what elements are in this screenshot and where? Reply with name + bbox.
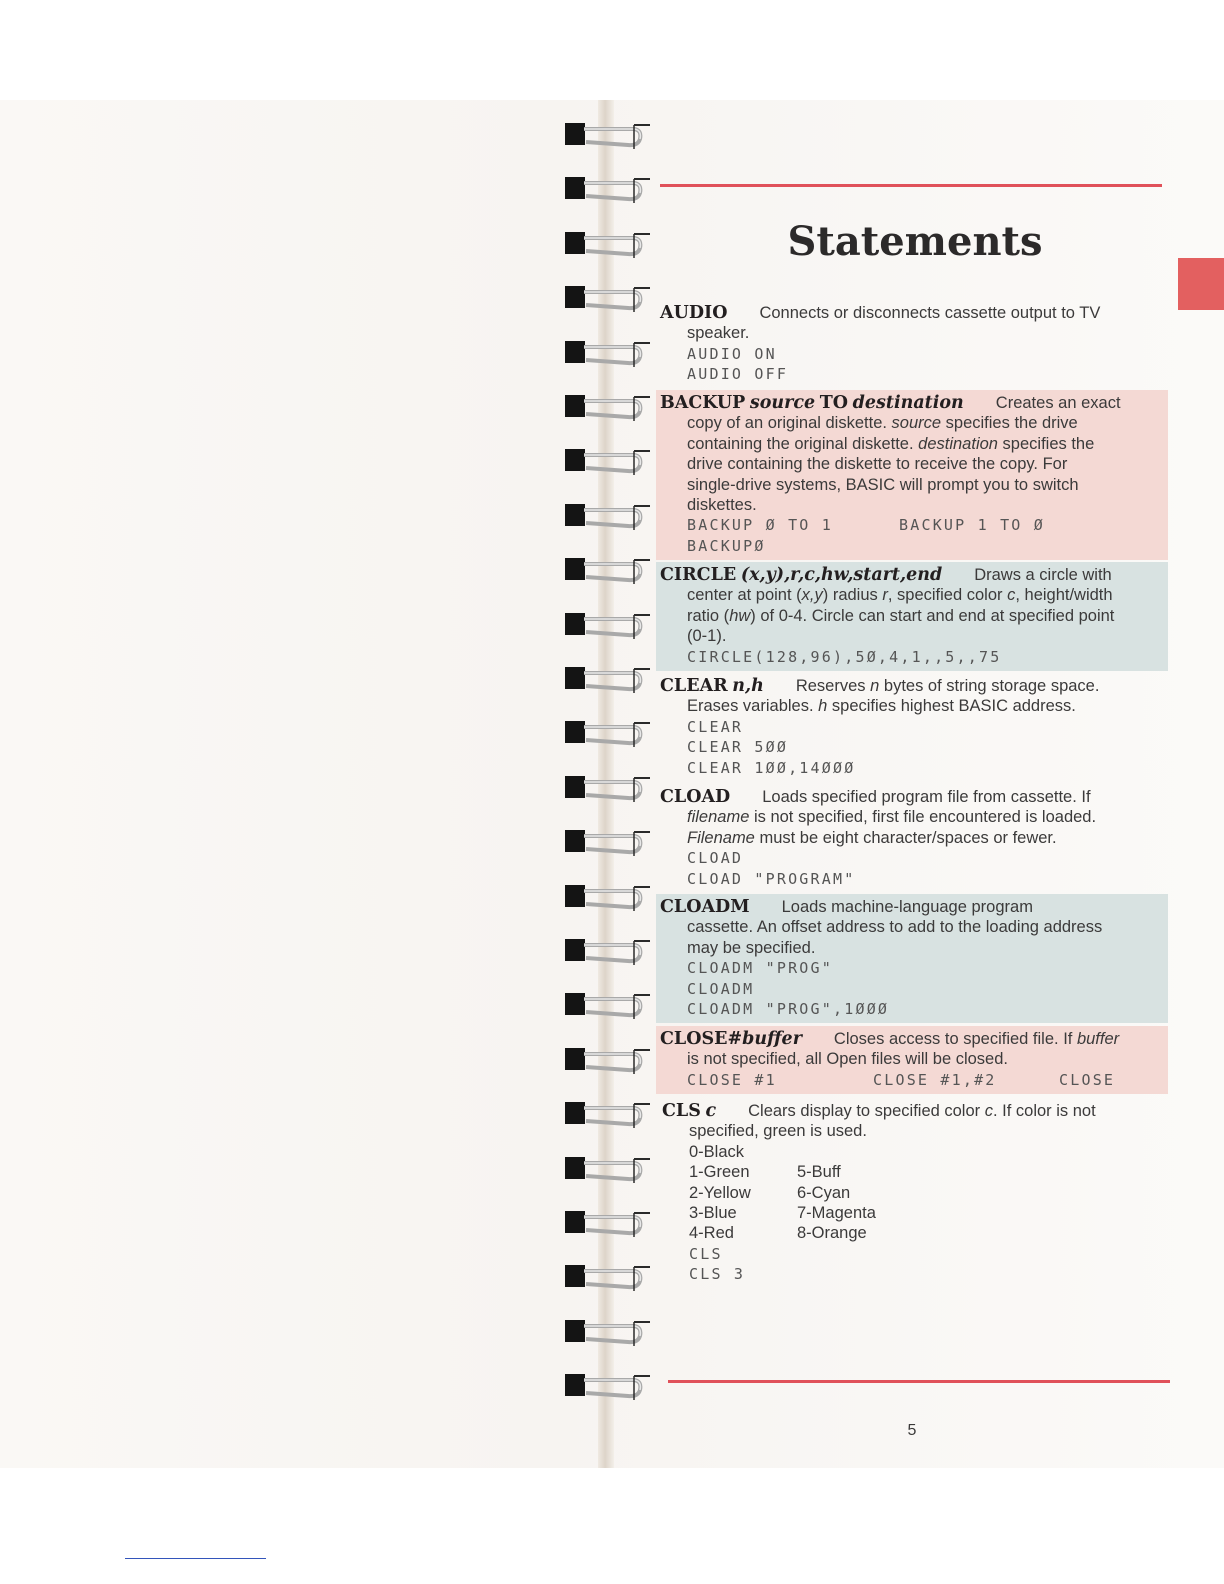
- keyword: AUDIO: [660, 303, 728, 323]
- param-ref: hw: [729, 606, 751, 625]
- binding-ring: [562, 877, 654, 917]
- color-item: 6-Cyan: [797, 1183, 851, 1202]
- binding-ring: [562, 1094, 654, 1134]
- binding-ring: [562, 1257, 654, 1297]
- page-number: 5: [907, 1422, 917, 1439]
- binding-ring: [562, 550, 654, 590]
- description: drive containing the diskette to receive the copy. For: [687, 455, 1068, 474]
- keyword: CLOAD: [660, 787, 731, 807]
- description: ratio (: [687, 606, 730, 625]
- binding-ring: [562, 115, 654, 155]
- binding-ring: [562, 768, 654, 808]
- description: ) of 0-4. Circle can start and end at specified point: [750, 606, 1115, 625]
- param: (x,y),r,c,hw,start,end: [740, 565, 943, 585]
- description: specifies highest BASIC address.: [827, 697, 1076, 716]
- description: Loads specified program file from cassette. If: [762, 788, 1091, 806]
- description: ) radius: [822, 586, 883, 605]
- description: bytes of string storage space.: [879, 677, 1100, 695]
- keyword: CLOADM: [660, 897, 750, 917]
- binding-ring: [562, 822, 654, 862]
- description: specifies the drive: [941, 414, 1078, 433]
- code-example: BACKUP Ø TO 1: [687, 516, 833, 535]
- binding-ring: [562, 985, 654, 1025]
- binding-ring: [562, 441, 654, 481]
- param-ref: r: [882, 586, 888, 605]
- param-ref: n: [870, 677, 880, 695]
- color-item: 2-Yellow: [689, 1183, 751, 1202]
- param: c: [705, 1101, 717, 1121]
- code-example: CIRCLE(128,96),5Ø,4,1,,5,,75: [687, 647, 1002, 666]
- color-item: 1-Green: [689, 1163, 750, 1182]
- code-example: CLS: [689, 1244, 723, 1263]
- binding-ring: [562, 169, 654, 209]
- code-example: CLOAD "PROGRAM": [687, 869, 856, 888]
- param-ref: destination: [918, 434, 998, 453]
- page-title: Statements: [787, 218, 1043, 265]
- description: Connects or disconnects cassette output to TV: [759, 304, 1101, 322]
- color-item: 8-Orange: [797, 1224, 867, 1243]
- code-example: BACKUP 1 TO Ø: [899, 516, 1045, 535]
- description: center at point (: [687, 586, 802, 605]
- param-ref: x,y: [801, 586, 823, 605]
- keyword: CLEAR: [660, 676, 728, 696]
- code-example: CLOSE: [1059, 1070, 1116, 1089]
- binding-ring: [562, 605, 654, 645]
- color-item: 4-Red: [689, 1224, 734, 1243]
- binding-ring: [562, 1040, 654, 1080]
- footnote-line: [125, 1558, 266, 1559]
- param: buffer: [742, 1029, 802, 1049]
- keyword: CLOSE#: [660, 1029, 743, 1049]
- code-example: CLOSE #1,#2: [873, 1070, 997, 1089]
- keyword-to: TO: [819, 393, 849, 413]
- keyword: CIRCLE: [660, 565, 737, 585]
- description: Erases variables.: [687, 697, 819, 716]
- description: specifies the: [997, 434, 1095, 453]
- param: destination: [852, 393, 964, 413]
- description: (0-1).: [687, 627, 727, 646]
- code-example: CLOADM "PROG": [687, 959, 833, 978]
- keyword: BACKUP: [660, 393, 746, 413]
- color-item: 3-Blue: [689, 1204, 737, 1223]
- entry-backup: [656, 390, 1168, 560]
- description: , height/width: [1015, 586, 1113, 605]
- entry-clear: [656, 673, 1168, 782]
- color-item: 0-Black: [689, 1142, 745, 1161]
- code-example: CLOAD: [687, 849, 744, 868]
- description: Reserves: [795, 677, 871, 695]
- param-ref: filename: [687, 808, 750, 827]
- description: specified, green is used.: [689, 1122, 867, 1141]
- param-ref: h: [818, 697, 828, 716]
- section-tab-marker: [1178, 258, 1224, 310]
- param: n,h: [732, 676, 764, 696]
- description: Loads machine-language program: [781, 898, 1033, 916]
- description: may be specified.: [687, 938, 816, 957]
- binding-ring: [562, 278, 654, 318]
- entry-cloadm: [656, 894, 1168, 1023]
- binding-ring: [562, 1312, 654, 1352]
- binding-ring: [562, 496, 654, 536]
- keyword: CLS: [662, 1101, 701, 1121]
- description: Clears display to specified color: [748, 1102, 985, 1120]
- description: Creates an exact: [995, 394, 1121, 412]
- code-example: CLS 3: [689, 1265, 746, 1284]
- entry-cls: [658, 1098, 1170, 1289]
- bottom-rule: [668, 1380, 1170, 1383]
- entry-cload: [656, 784, 1168, 893]
- description: Closes access to specified file. If: [833, 1030, 1077, 1048]
- code-example: CLEAR: [687, 717, 744, 736]
- binding-ring: [562, 387, 654, 427]
- code-example: CLOSE #1: [687, 1070, 777, 1089]
- top-rule: [660, 184, 1162, 187]
- description: . If color is not: [992, 1102, 1096, 1120]
- description: containing the original diskette.: [687, 434, 919, 453]
- binding-ring: [562, 659, 654, 699]
- param: source: [749, 393, 816, 413]
- code-example: AUDIO OFF: [687, 365, 789, 384]
- code-example: CLOADM: [687, 979, 755, 998]
- description: speaker.: [687, 324, 750, 343]
- code-example: CLEAR 5ØØ: [687, 738, 789, 757]
- param-ref: c: [1007, 586, 1016, 605]
- color-item: 7-Magenta: [797, 1204, 876, 1223]
- color-item: 5-Buff: [797, 1163, 841, 1182]
- param-ref: buffer: [1076, 1030, 1120, 1048]
- binding-ring: [562, 1149, 654, 1189]
- code-example: BACKUPØ: [687, 536, 766, 555]
- description: single-drive systems, BASIC will prompt you to switch: [687, 475, 1079, 494]
- code-example: CLEAR 1ØØ,14ØØØ: [687, 758, 856, 777]
- param-ref: c: [984, 1102, 993, 1120]
- binding-ring: [562, 333, 654, 373]
- binding-ring: [562, 931, 654, 971]
- param-ref: source: [891, 414, 942, 433]
- description: Draws a circle with: [974, 566, 1112, 584]
- description: copy of an original diskette.: [687, 414, 892, 433]
- description: diskettes.: [687, 496, 757, 515]
- description: is not specified, all Open files will be closed.: [687, 1050, 1008, 1069]
- binding-ring: [562, 713, 654, 753]
- binding-ring: [562, 1203, 654, 1243]
- entry-circle: [656, 562, 1168, 671]
- entry-audio: [656, 300, 1168, 389]
- param-ref: Filename: [687, 828, 755, 847]
- description: must be eight character/spaces or fewer.: [754, 828, 1057, 847]
- binding-ring: [562, 1366, 654, 1406]
- entry-close: [656, 1026, 1168, 1094]
- description: , specified color: [887, 586, 1008, 605]
- code-example: CLOADM "PROG",1ØØØ: [687, 1000, 890, 1019]
- code-example: AUDIO ON: [687, 344, 777, 363]
- description: cassette. An offset address to add to the loading address: [687, 918, 1103, 937]
- description: is not specified, first file encountered is loaded.: [749, 808, 1097, 827]
